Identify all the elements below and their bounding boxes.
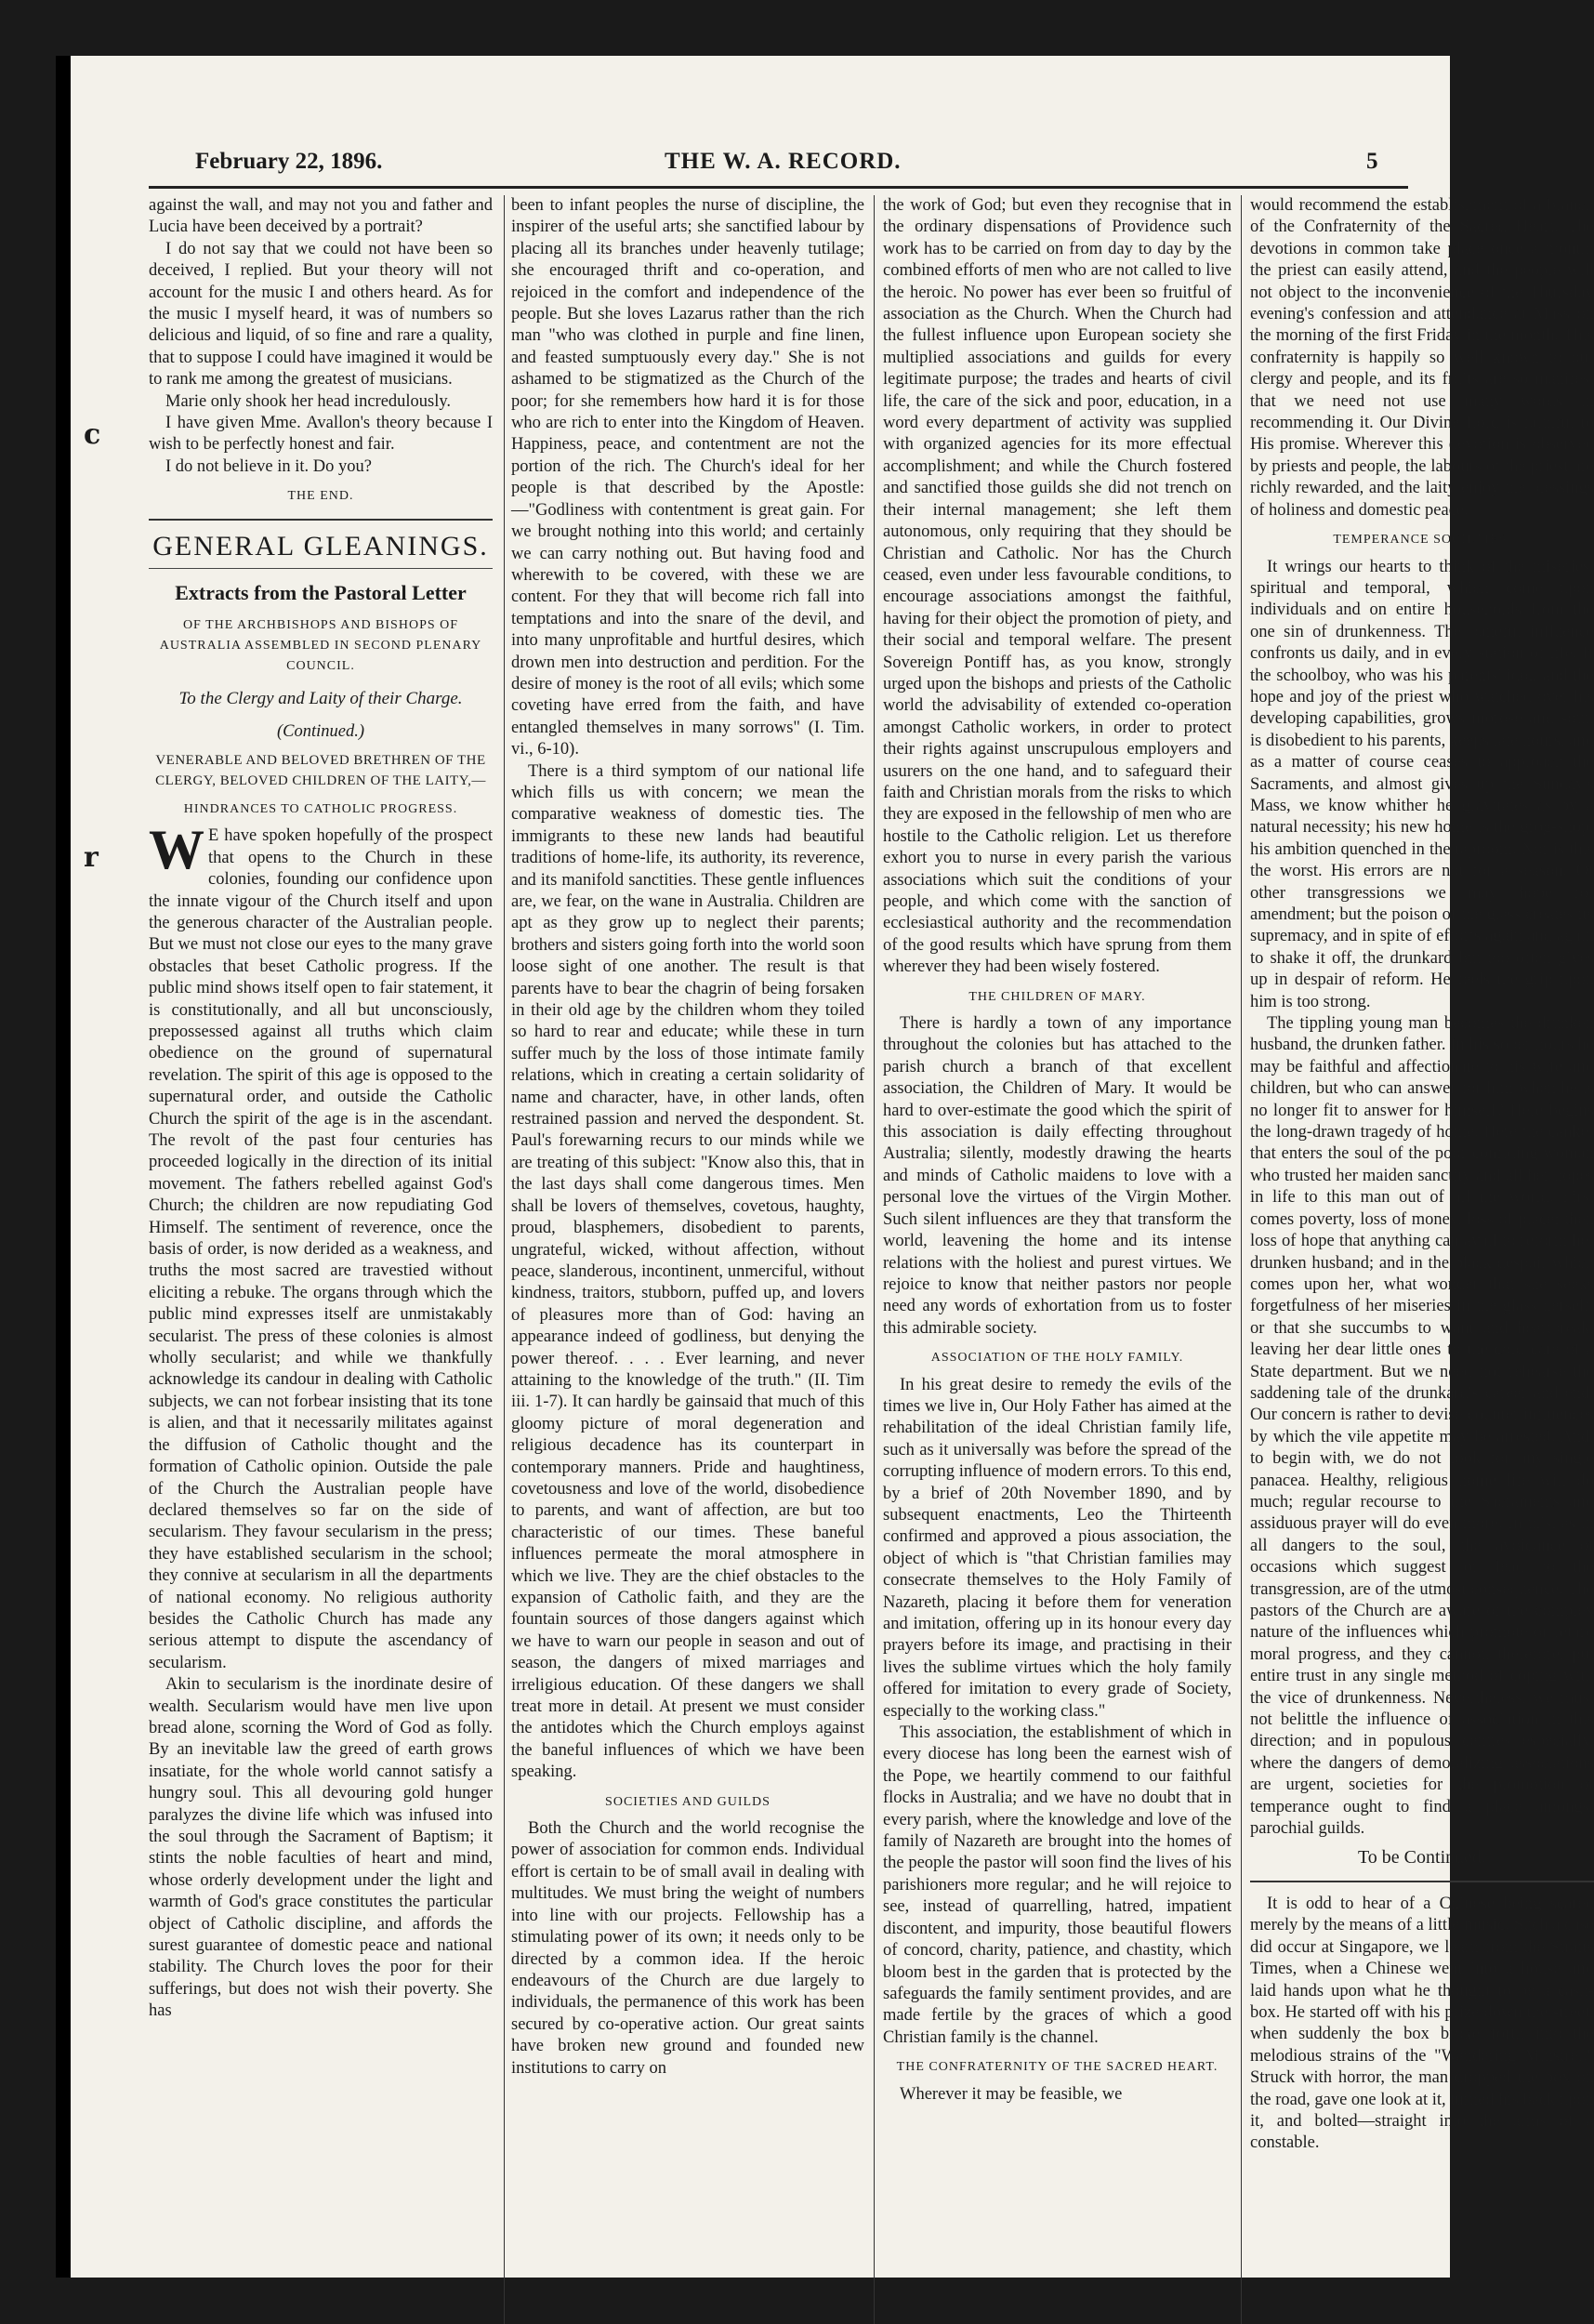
general-gleanings-heading: GENERAL GLEANINGS. <box>152 530 489 561</box>
article-paragraph: Akin to secularism is the inordinate desire of wealth. Secularism would have men live upon bread alone, scorning the Word of God as folly. By an inevitable law the greed of earth grows insatiate, for the whole world cannot satisfy a hungry soul. This all devouring gold hunger paralyzes the divine life which was infused into the soul through the Sacrament of Baptism; it stints the noble faculties of heart and mind, whose orderly development under the light and warmth of God's grace constitutes the particular object of Catholic discipline, and affords the surest guarantee of domestic peace and national stability. The Church loves the poor for their sufferings, but does not wish their poverty. She has <box>149 1675 493 2021</box>
story-paragraph: against the wall, and may not you and father and Lucia have been deceived by a portrait? <box>149 196 493 237</box>
left-edge-shadow <box>56 56 71 2278</box>
the-end-label: THE END. <box>287 489 354 504</box>
article-paragraph: The tippling young man becomes the drunken husband, the drunken father. In his sober hours he may be faithful and affectionate to his wife and children, but who can answer for him when he is no longer fit to answer for himself? Here begins the long-drawn tragedy of home. Here the canker that enters the soul of the poor confiding woman who trusted her maiden sanctity and all her hopes in life to this man out of all the world. First comes poverty, loss of money, loss of place; then loss of hope that anything can avail to reform her drunken husband; and in the black despair which comes upon her, what wonder that she seeks forgetfulness of her miseries in the glass herself, or that she succumbs to want and heartbreak, leaving her dear little ones to the cold care of a State department. But we need not rehearse the saddening tale of the drunkard's career and end. Our concern is rather to devise counter influences by which the vile appetite may be arrested. And, to begin with, we do not look for any single panacea. Healthy, religious home life will do much; regular recourse to the Sacraments and assiduous prayer will do even more. In this, as in all dangers to the soul, the avoidance of occasions which suggest or lead to the transgression, are of the utmost consequence. The pastors of the Church are aware of the complex nature of the influences which promote or retard moral progress, and they cannot, therefore, put entire trust in any single method of coping with the vice of drunkenness. Nevertheless, we must not belittle the influence of association in this direction; and in populous centres especially, where the dangers of demoralizing associations are urgent, societies for the promotion of temperance ought to find a place amongst parochial guilds. <box>1250 1014 1594 1839</box>
section-rule <box>1250 1881 1594 1882</box>
article-paragraph: Both the Church and the world recognise the power of association for common ends. Individual effort is certain to be of small avail in dealing with multitudes. We must bring the weight of numbers into line with our projects. Fellowship has a stimulating power of its own; it needs only to be directed by a common idea. If the heroic endeavours of the Church are due largely to individuals, the permanence of this work has been secured by co-operative action. Our great saints have broken new ground and founded new institutions to carry on <box>511 1819 864 2078</box>
drop-cap: W <box>149 819 204 881</box>
holy-family-heading: ASSOCIATION OF THE HOLY FAMILY. <box>930 1351 1184 1366</box>
confraternity-heading: THE CONFRATERNITY OF THE SACRED HEART. <box>896 2060 1219 2075</box>
margin-mark-r: r <box>84 841 99 874</box>
issue-date: February 22, 1896. <box>195 149 383 174</box>
article-paragraph: There is hardly a town of any importance throughout the colonies but has attached to the parish church a branch of that excellent association, the Children of Mary. It would be hard to over-estimate the good which the spirit of this association is daily effecting throughout Australia; silently, modestly drawing the hearts and minds of Catholic maidens to love with a personal love the virtues of the Virgin Mother. Such silent influences are they that transform the world, leavening the home and its intense relations with the holiest and purest virtues. We rejoice to know that neither pastors nor people need any words of exhortation from us to foster this admirable society. <box>883 1014 1232 1338</box>
article-paragraph: In his great desire to remedy the evils of the times we live in, Our Holy Father has aimed at the rehabilitation of the ideal Christian family life, such as it universally was before the spread of the corrupting influence of modern errors. To this end, by a brief of 20th November 1890, and by subsequent enactments, Leo the Thirteenth confirmed and approved a pious association, the object of which is "that Christian families may consecrate themselves to the Holy Family of Nazareth, placing it before them for veneration and imitation, offering up in its honour every day prayers before its image, and practising in their lives the sublime virtues which the holy family offered for imitation to every grade of Society, especially to the working class." <box>883 1375 1232 1721</box>
column-3 <box>883 195 1232 2106</box>
margin-mark-c: c <box>84 418 101 451</box>
extracts-heading: Extracts from the Pastoral Letter <box>175 581 467 605</box>
to-be-continued: To be Continued. <box>1357 1847 1487 1868</box>
column-divider <box>874 195 875 2324</box>
societies-heading: SOCIETIES AND GUILDS <box>605 1794 771 1809</box>
column-4 <box>1250 195 1594 2155</box>
story-paragraph: Marie only shook her head incredulously. <box>165 391 452 411</box>
page-number: 5 <box>1366 149 1378 174</box>
article-paragraph: the work of God; but even they recognise that in the ordinary dispensations of Providence such work has to be carried on from day to day by the combined efforts of men who are not called to live the heroic. No power has ever been so fruitful of association as the Church. When the Church had the fullest influence upon European society she multiplied associations and guilds for every legitimate purpose; the trades and hearts of civil life, the care of the sick and poor, education, in a word every department of activity was supplied with organized agencies for its more effectual accomplishment; and while the Church fostered and sanctified those guilds she did not trench on their internal management; she left them autonomous, only requiring that they should be Christian and Catholic. Nor has the Church ceased, even under less favourable conditions, to encourage associations amongst the faithful, having for their object the promotion of piety, and their social and temporal welfare. The present Sovereign Pontiff has, as you know, strongly urged upon the bishops and priests of the Catholic world the advisability of extended co-operation amongst Catholic workers, in order to protect their rights against unscrupulous employers and usurers on the one hand, and to safeguard their faith and Christian morals from the risks to which they are exposed in the fellowship of men who are hostile to the Catholic religion. Let us therefore exhort you to nurse in every parish the various associations which suit the conditions of your people, and which come with the sanction of ecclesiastical authority and the recommendation of the good results which have sprung from them wherever they had been wisely fostered. <box>883 196 1232 977</box>
article-paragraph: There is a third symptom of our national life which fills us with concern; we mean the comparative weakness of domestic ties. The immigrants to these new lands had beautiful traditions of home-life, its authority, its reverence, and its manifold sanctities. These gentle influences are, we fear, on the wane in Australia. Children are apt as they grow up to neglect their parents; brothers and sisters going forth into the world soon loose sight of one another. The result is that parents have to bear the chagrin of being forsaken in their old age by the children whom they toiled so hard to rear and educate; while these in turn suffer much by the loss of those intimate family relations, which in creating a certain solidarity of name and character, have, in other lands, often restrained passion and nerved the despondent. St. Paul's forewarning recurs to our minds while we are treating of this subject: "Know also this, that in the last days shall come dangerous times. Men shall be lovers of themselves, covetous, haughty, proud, blasphemers, disobedient to parents, ungrateful, wicked, without affection, without peace, slanderous, incontinent, unmerciful, without kindness, traitors, stubborn, puffed up, and lovers of pleasures more than of God: having an appearance indeed of godliness, but denying the power thereof. . . . Ever learning, and never attaining to the knowledge of the truth." (II. Tim iii. 1-7). It can hardly be gainsaid that much of this gloomy picture of moral degeneration and religious decadence has its counterpart in contemporary manners. Pride and haughtiness, covetousness and love of the world, disobedience to parents, and want of affection, are but too characteristic of our times. These baneful influences permeate the moral atmosphere in which we live. They are the chief obstacles to the expansion of Catholic faith, and they are the fountain sources of those dangers against which we have to warn our people in season and out of season, the dangers of mixed marriages and irreligious education. Of these dangers we shall treat more in detail. At present we must consider the antidotes which the Church employs against the baneful influences of which we have been speaking. <box>511 761 864 1782</box>
article-paragraph: It wrings our hearts to think of the miseries, spiritual and temporal, which come upon individuals and on entire households from the one sin of drunkenness. The baneful influence confronts us daily, and in every station of life. If the schoolboy, who was his parents' idol, and the hope and joy of the priest who watched over his developing capabilities, grows morose and sour, is disobedient to his parents, keeps late hours, and as a matter of course ceases to approach the Sacraments, and almost gives up the Sunday's Mass, we know whither he gravitates as by a natural necessity; his new home is the grog-shop, his ambition quenched in the taproom. Nor is this the worst. His errors are not for a season. Of other transgressions we may hope for amendment; but the poison of the glass creates its supremacy, and in spite of efforts again and again to shake it off, the drunkard but too often gives up in despair of reform. He feels the grip upon him is too strong. <box>1250 557 1594 1011</box>
news-item-paragraph: It is odd to hear of a Chinese being scared merely by the means of a little music. Such a case did occur at Singapore, we learn from the Straits Times, when a Chinese went into a house and laid hands upon what he thought to be a cash-box. He started off with his prize down the street, when suddenly the box broke forth into the melodious strains of the "Wandering Minstrel." Struck with horror, the man dropped the box on the road, gave one look at it, turned his back upon it, and bolted—straight into the arms of a constable. <box>1250 1894 1594 2153</box>
story-paragraph: I have given Mme. Avallon's theory because I wish to be perfectly honest and fair. <box>149 414 493 455</box>
story-paragraph: I do not say that we could not have been so deceived, I replied. But your theory will not account for the music I and others heard. As for the music I myself heard, it was of numbers so delicious and liquid, of so fine and rare a quality, that to suppose I could have imagined it would be to rank me among the greatest of musicians. <box>149 239 493 390</box>
column-divider <box>1241 195 1242 2324</box>
story-paragraph: I do not believe in it. Do you? <box>165 456 372 476</box>
column-divider <box>504 195 505 2324</box>
column-1 <box>149 195 493 2023</box>
header-rule <box>149 186 1408 189</box>
article-paragraph: This association, the establishment of which in every diocese has long been the earnest wish of the Pope, we heartily commend to our faithful flocks in Australia; and we have no doubt that in every parish, where the knowledge and love of the family of Nazareth are brought into the homes of the people the pastor will soon find the lives of his parishioners more regular; and he will rejoice to see, instead of quarrelling, hatred, impatient discontent, and impurity, those beautiful flowers of concord, charity, patience, and chastity, which bloom best in the garden that is protected by the safeguards the family sentiment provides, and are made fertile by the graces of which a good Christian family is the channel. <box>883 1723 1232 2047</box>
section-rule <box>149 519 493 521</box>
article-paragraph: would recommend the establishment of a branch of the Confraternity of the Sacred Heart. The devotions in common take place once a month; the priest can easily attend, and the people will not object to the inconvenience of the Thursday evening's confession and attendance at Mass on the morning of the first Friday in the month. This confraternity is happily so well known to our clergy and people, and its fruits are so manifest that we need not use many words in recommending it. Our Divine Lord is faithful to His promise. Wherever this devotion is observed by priests and people, the labours of the priest are richly rewarded, and the laity enjoy the blessings of holiness and domestic peace. <box>1250 196 1594 520</box>
article-paragraph: W E have spoken hopefully of the prospect that opens to the Church in these colonies, founding our confidence upon the innate vigour of the Church itself and upon the generous character of the Australian people. But we must not close our eyes to the many grave obstacles that beset Catholic progress. If the public mind shows itself open to fair statement, it is constitutionally, and all but unconsciously, prepossessed against all truths which claim obedience on the ground of supernatural revelation. The spirit of this age is opposed to the supernatural order, and outside the Catholic Church the spirit of the age is in the ascendant. The revolt of the past four centuries has proceeded logically in the direction of its initial movement. The fathers rebelled against God's Church; the children are now repudiating God Himself. The sentiment of reverence, once the basis of order, is now derided as a weakness, and truths the most sacred are travestied without eliciting a rebuke. The organs through which the public mind expresses itself are unmistakably secularist. The press of these colonies is almost wholly secularist; and while we thankfully acknowledge its candour in dealing with Catholic subjects, we can not forbear insisting that its tone is alien, and that it necessarily militates against the diffusion of Catholic thought and the formation of Catholic opinion. Outside the pale of the Church the Australian people have declared themselves so far on the side of secularism. They favour secularism in the press; they have established secularism in the school; they connive at secularism in all the departments of national economy. No religious authority besides the Catholic Church has made any serious attempt to dispute the ascendancy of secularism. <box>149 819 493 1672</box>
column-2 <box>511 195 864 2080</box>
continued-label: (Continued.) <box>276 721 365 741</box>
article-paragraph: been to infant peoples the nurse of discipline, the inspirer of the useful arts; she sanctified labour by placing all its branches under heavenly tutilage; she encouraged thrift and co-operation, and rejoiced in the comfort and independence of the people. But she loves Lazarus rather than the rich man "who was clothed in purple and fine linen, and feasted sumptuously every day." She is not ashamed to be stigmatized as the Church of the poor; for she remembers how hard it is for those who are rich to enter into the Kingdom of Heaven. Happiness, peace, and contentment are not the portion of the rich. The Church's ideal for her people is that described by the Apostle:—"Godliness with contentment is great gain. For we brought nothing into this world; and certainly we can carry nothing out. But having food and wherewith to be covered, with these we are content. For they that will become rich fall into temptations and into the snare of the devil, and into many unprofitable and hurtful desires, which drown men into destruction and perdition. For the desire of money is the root of all evils; which some coveting have erred from the faith, and have entangled themselves in many sorrows" (I. Tim. vi., 6-10). <box>511 196 864 759</box>
section-rule <box>149 568 493 569</box>
salutation: VENERABLE AND BELOVED BRETHREN OF THE CLERGY, BELOVED CHILDREN OF THE LAITY,— <box>155 752 486 788</box>
hindrances-heading: HINDRANCES TO CATHOLIC PROGRESS. <box>183 801 458 816</box>
children-of-mary-heading: THE CHILDREN OF MARY. <box>968 989 1146 1004</box>
address-line: To the Clergy and Laity of their Charge. <box>178 689 463 709</box>
article-paragraph: Wherever it may be feasible, we <box>900 2084 1123 2104</box>
council-subheading: OF THE ARCHBISHOPS AND BISHOPS OF AUSTRALIA ASSEMBLED IN SECOND PLENARY COUNCIL. <box>159 618 482 674</box>
temperance-heading: TEMPERANCE SOCIETIES. <box>1333 533 1511 548</box>
masthead-title: THE W. A. RECORD. <box>665 149 902 174</box>
newspaper-page <box>56 56 1594 2278</box>
